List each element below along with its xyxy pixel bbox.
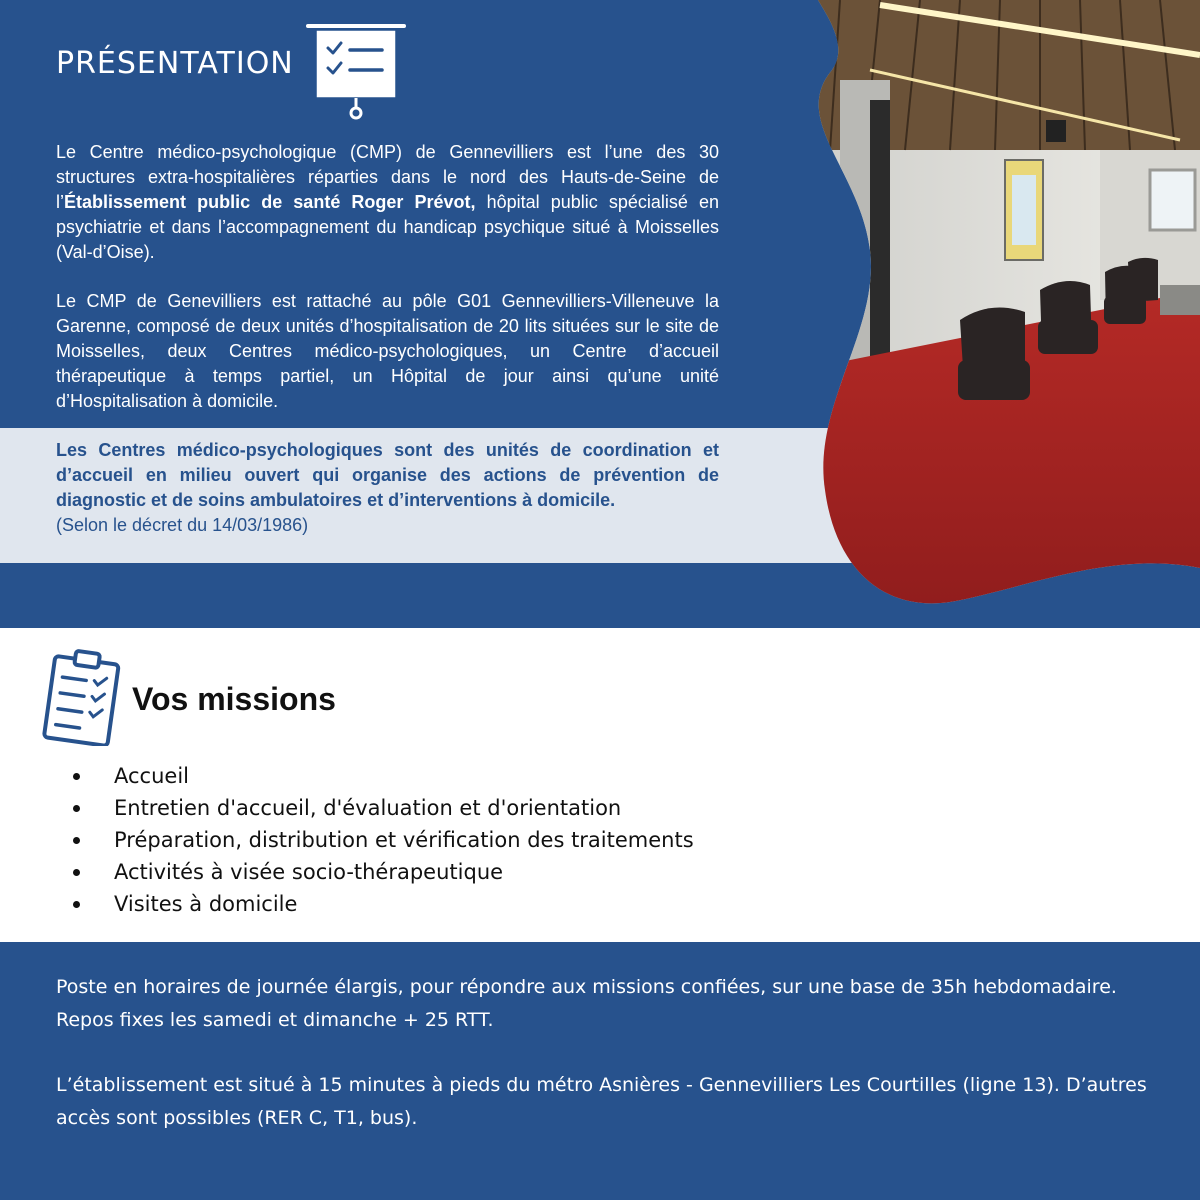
mission-item: Accueil [0, 760, 694, 792]
presentation-paragraph-1: Le Centre médico-psychologique (CMP) de Gennevilliers est l’une des 30 structures extra-hospitalières réparties dans le nord des Hauts-de-Seine de l’Établissement public de santé Roger Prévot, hôpital public spécialisé en psychiatrie et dans l’accompagnement du handicap psychique situé à Moisselles (Val-d’Oise). [56, 142, 720, 262]
mission-item: Entretien d'accueil, d'évaluation et d'orientation [0, 792, 694, 824]
bullet-icon [73, 901, 80, 908]
conditions-section [0, 942, 1200, 1200]
definition-statement: Les Centres médico-psychologiques sont des unités de coordination et d’accueil en milieu ouvert qui organise des actions de prévention de diagnostic et de soins ambulatoires et d’interventions à domicile. [56, 440, 719, 510]
missions-list [0, 760, 694, 920]
mission-item: Activités à visée socio-thérapeutique [0, 856, 694, 888]
working-hours-text: Poste en horaires de journée élargis, pour répondre aux missions confiées, sur une base de 35h hebdomadaire. Repos fixes les samedi et dimanche + 25 RTT. [56, 976, 1117, 1031]
bullet-icon [73, 805, 80, 812]
mission-item: Visites à domicile [0, 888, 694, 920]
missions-title: Vos missions [132, 681, 336, 717]
bullet-icon [73, 837, 80, 844]
location-access-text: L’établissement est situé à 15 minutes à pieds du métro Asnières - Gennevilliers Les Courtilles (ligne 13). D’autres accès sont possibles (RER C, T1, bus). [56, 1074, 1147, 1129]
mission-item: Préparation, distribution et vérification des traitements [0, 824, 694, 856]
bullet-icon [73, 773, 80, 780]
presentation-paragraph-2: Le CMP de Genevilliers est rattaché au pôle G01 Gennevilliers-Villeneuve la Garenne, composé de deux unités d’hospitalisation de 20 lits situées sur le site de Moisselles, deux Centres médico-psychologiques, un Centre d’accueil thérapeutique à temps partiel, un Hôpital de jour ainsi qu’une unité d’Hospitalisation à domicile. [56, 291, 719, 411]
hospital-name: Établissement public de santé Roger Prévot, [64, 192, 476, 212]
presentation-title: PRÉSENTATION [56, 46, 294, 81]
clipboard-checklist-icon [36, 646, 128, 746]
decree-reference: (Selon le décret du 14/03/1986) [56, 515, 309, 535]
bullet-icon [73, 869, 80, 876]
